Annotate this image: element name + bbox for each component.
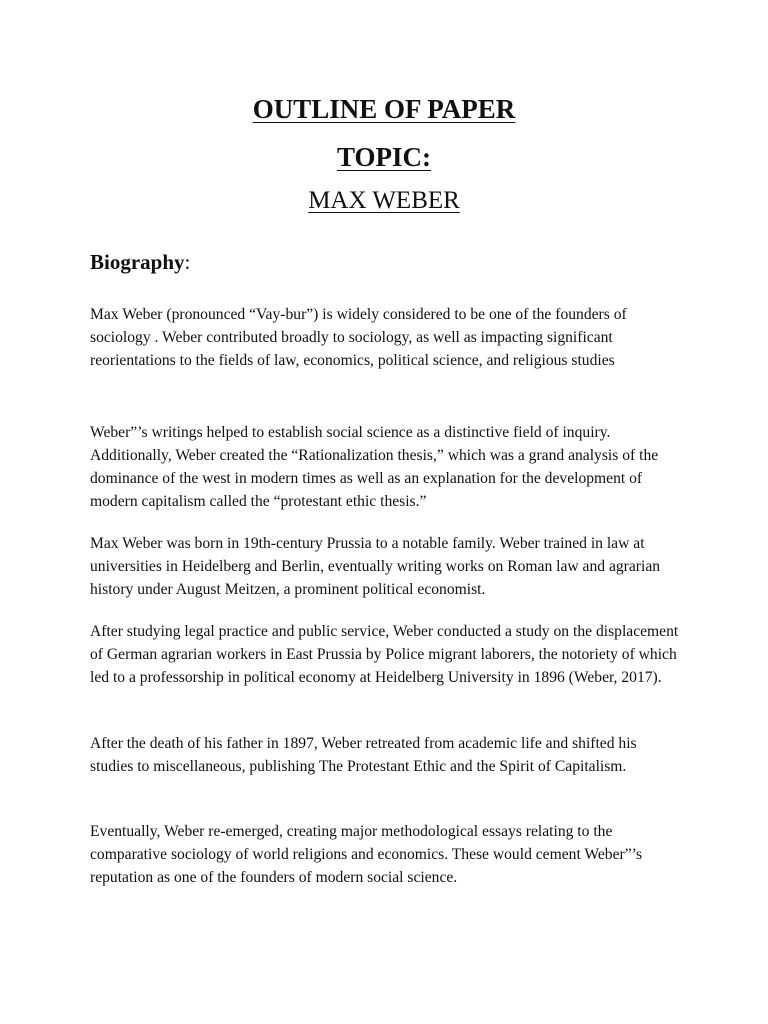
- paper-title: [0, 96, 768, 123]
- paragraph-5: After the death of his father in 1897, Weber retreated from academic life and shifted his studies to miscellaneous, publishing The Protestant Ethic and the Spirit of Capitalism.: [90, 735, 637, 775]
- paragraph-6: Eventually, Weber re-emerged, creating major methodological essays relating to the comparative sociology of world religions and economics. These would cement Weber”’s reputation as one of the founders of modern social science.: [90, 823, 643, 886]
- paragraph-1: Max Weber (pronounced “Vay-bur”) is widely considered to be one of the founders of sociology . Weber contributed broadly to sociology, as well as impacting significant reorientations to the fields of law, economics, political science, and religious studies: [90, 306, 627, 369]
- topic-label-text: TOPIC:: [336, 142, 431, 172]
- paragraph-2: Weber”’s writings helped to establish social science as a distinctive field of inquiry. Additionally, Weber created the “Rationalization thesis,” which was a grand analysis of the dominance of the west in modern times as well as an explanation for the development of modern capitalism called the “protestant ethic thesis.”: [90, 424, 659, 510]
- topic-name: [0, 188, 768, 213]
- section-heading: [90, 252, 190, 273]
- section-heading-text: Biography: [90, 250, 185, 274]
- topic-label: [0, 144, 768, 171]
- section-heading-colon: :: [184, 250, 191, 274]
- paragraph-4: After studying legal practice and public service, Weber conducted a study on the displacement of German agrarian workers in East Prussia by Police migrant laborers, the notoriety of which led to a professorship in political economy at Heidelberg University in 1896 (Weber, 2017).: [90, 623, 679, 686]
- topic-name-text: MAX WEBER: [308, 187, 460, 214]
- paper-title-text: OUTLINE OF PAPER: [252, 94, 516, 124]
- paragraph-3: Max Weber was born in 19th-century Prussia to a notable family. Weber trained in law at universities in Heidelberg and Berlin, eventually writing works on Roman law and agrarian history under August Meitzen, a prominent political economist.: [90, 535, 661, 598]
